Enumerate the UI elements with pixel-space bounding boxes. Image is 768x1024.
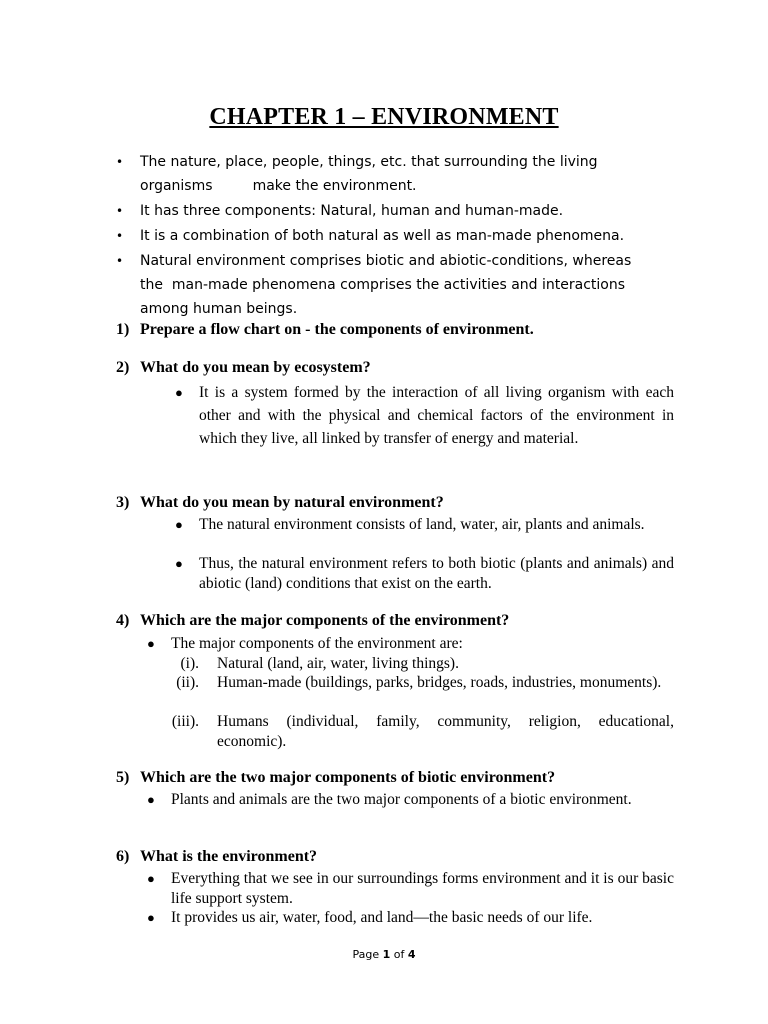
- bullet-icon: ●: [175, 385, 183, 400]
- answer-bullet: ● Plants and animals are the two major components of a biotic environment.: [147, 791, 632, 808]
- chapter-title: CHAPTER 1 – ENVIRONMENT: [209, 104, 559, 130]
- bullet-icon: ●: [147, 792, 155, 807]
- question-5: 5) Which are the two major components of biotic environment?: [116, 769, 556, 786]
- current-page-number: 1: [382, 948, 391, 961]
- answer-bullet: ● Thus, the natural environment refers to both biotic (plants and animals) and abiotic (land) conditions that exist on the earth.: [175, 555, 674, 592]
- total-pages-number: 4: [407, 948, 416, 961]
- question-1: 1) Prepare a flow chart on - the components of environment.: [116, 321, 534, 338]
- bullet-icon: •: [116, 155, 124, 169]
- answer-bullet: ● The major components of the environment are:: [147, 635, 463, 652]
- question-3: 3) What do you mean by natural environment?: [116, 494, 444, 511]
- list-item: (iii). Humans (individual, family, community, religion, educational, economic).: [171, 713, 674, 750]
- page-footer: Page 1 of 4: [352, 948, 416, 961]
- answer-bullet: ● It provides us air, water, food, and land—the basic needs of our life.: [147, 909, 593, 926]
- list-item: (ii). Human-made (buildings, parks, bridges, roads, industries, monuments).: [176, 674, 662, 691]
- question-2: 2) What do you mean by ecosystem?: [116, 359, 371, 376]
- bullet-icon: •: [116, 229, 124, 243]
- question-6: 6) What is the environment?: [116, 848, 318, 865]
- bullet-icon: ●: [175, 556, 183, 571]
- document-page: CHAPTER 1 – ENVIRONMENT • The nature, place, people, things, etc. that surrounding the living organisms make the environment. • It has three components: Natural, human and human-made. • It is a combination of both natural as well as man-made phenomena. • Natural environment comprises biotic and abiotic-conditions, whereas the man-made phenomena comprises the activities and interactions among human beings. 1) Prepare a flow chart on - the components of environment. 2) What do you mean by ecosystem? ● It is a system formed by the interaction of all living organism with each other and with the physical and chemical factors of the environment in which they live, all linked by transfer of energy and material. 3) What do you mean by natural environment? ● The natural environment consists of land, water, air, plants and animals. ● Thus, the natural environment refers to both biotic (plants and animals) and abiotic (land) conditions that exist on the earth. 4) Which are the major components of the environment? ● The major components of the environment are: (i). Natural (land, air, water, living things). (ii). Human-made (buildings, parks, bridges, roads, industries, monuments). (iii). Humans (individual, family, community, religion, educational, economic). 5) Which are the two major components of biotic environment? ● Plants and animals are the two major components of a biotic environment. 6) What is the environment? ● Everything that we see in our surroundings forms environment and it is our basic life support system. ● It provides us air, water, food, and land—the basic needs of our life. Page 1 of 4: [0, 0, 768, 1024]
- bullet-icon: ●: [147, 636, 155, 651]
- answer-bullet: ● Everything that we see in our surroundings forms environment and it is our basic life support system.: [147, 870, 674, 907]
- question-4: 4) Which are the major components of the environment?: [116, 612, 510, 629]
- answer-bullet: ● The natural environment consists of land, water, air, plants and animals.: [175, 516, 645, 533]
- answer-bullet: ● It is a system formed by the interaction of all living organism with each other and with the physical and chemical factors of the environment in which they live, all linked by transfer of energy and material.: [199, 381, 674, 450]
- bullet-icon: ●: [175, 517, 183, 532]
- bullet-icon: ●: [147, 871, 155, 886]
- list-item: (i). Natural (land, air, water, living things).: [180, 655, 459, 672]
- bullet-icon: ●: [147, 910, 155, 925]
- bullet-icon: •: [116, 254, 124, 268]
- bullet-icon: •: [116, 204, 124, 218]
